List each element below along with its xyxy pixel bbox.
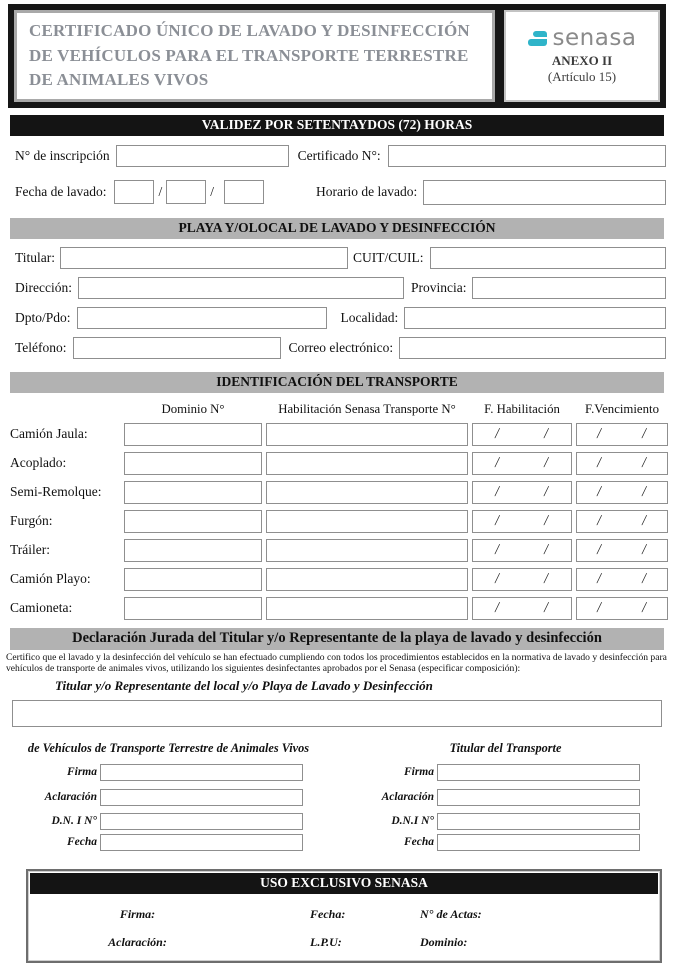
uso-actas-label: N° de Actas: <box>420 906 482 921</box>
wash-date-label: Fecha de lavado: <box>15 184 107 200</box>
vehicle-label: Tráiler: <box>10 542 50 558</box>
firma-input[interactable] <box>437 764 640 781</box>
validity-bar: VALIDEZ POR SETENTAYDOS (72) HORAS <box>10 115 664 136</box>
right-signature-column <box>337 756 674 851</box>
firma-input[interactable] <box>100 764 303 781</box>
dominio-input[interactable] <box>124 539 262 562</box>
habilitacion-input[interactable] <box>266 481 468 504</box>
wash-day-input[interactable] <box>114 180 154 204</box>
senasa-use-row-1 <box>30 907 658 922</box>
vehicle-label: Camión Playo: <box>10 571 91 587</box>
inscription-label: N° de inscripción <box>15 147 110 163</box>
vehicle-row-camioneta <box>10 597 668 620</box>
wash-date-row <box>15 180 666 205</box>
date-separator: / <box>158 184 163 200</box>
fecha-input[interactable] <box>100 834 303 851</box>
cuit-label: CUIT/CUIL: <box>353 249 424 265</box>
annex-label: ANEXO II <box>551 52 613 68</box>
correo-label: Correo electrónico: <box>288 339 394 355</box>
aclaracion-label: Aclaración <box>44 791 97 804</box>
aclaracion-input[interactable] <box>437 789 640 806</box>
wash-time-label: Horario de lavado: <box>316 184 418 200</box>
disinfectants-input[interactable] <box>12 700 662 727</box>
dni-input[interactable] <box>100 813 303 830</box>
titular-input[interactable] <box>60 247 348 269</box>
signature-columns <box>0 756 674 851</box>
dni-row <box>0 813 337 830</box>
fecha-label: Fecha <box>403 836 434 849</box>
f-habilitacion-input[interactable]: / / <box>472 539 572 562</box>
direccion-input[interactable] <box>78 277 404 299</box>
vehicle-row-trailer <box>10 539 668 562</box>
facility-row-dpto <box>15 307 666 329</box>
vehicle-label: Furgón: <box>10 513 53 529</box>
senasa-logo <box>528 24 637 51</box>
provincia-label: Provincia: <box>410 279 467 295</box>
registration-row <box>15 145 666 167</box>
certificate-form <box>0 4 674 949</box>
dominio-input[interactable] <box>124 568 262 591</box>
fecha-label: Fecha <box>66 836 97 849</box>
senasa-wordmark: senasa <box>552 24 637 51</box>
firma-label: Firma <box>403 766 434 779</box>
provincia-input[interactable] <box>472 277 666 299</box>
dpto-label: Dpto/Pdo: <box>15 309 71 325</box>
facility-row-direccion <box>15 277 666 299</box>
habilitacion-input[interactable] <box>266 510 468 533</box>
firma-row <box>0 764 337 781</box>
uso-lpu-label: L.P.U: <box>310 934 342 949</box>
habilitacion-input[interactable] <box>266 597 468 620</box>
f-vencimiento-input[interactable]: / / <box>576 539 668 562</box>
declaration-body: Certifico que el lavado y la desinfección del vehículo se han efectuado cumpliendo con todos los procedimientos establecidos en la normativa de lavado y desinfección para vehículos de transporte de animales vivos, utilizando los siguientes desinfectantes aprobados por el Senasa (especificar composición): <box>6 651 667 675</box>
vehicle-row-semi-remolque <box>10 481 668 504</box>
uso-aclaracion-label: Aclaración: <box>108 934 167 949</box>
fecha-input[interactable] <box>437 834 640 851</box>
correo-input[interactable] <box>399 337 666 359</box>
f-habilitacion-input[interactable]: / / <box>472 568 572 591</box>
localidad-label: Localidad: <box>340 309 399 325</box>
dominio-input[interactable] <box>124 452 262 475</box>
logo-box <box>504 10 660 102</box>
facility-row-telefono <box>15 337 666 359</box>
telefono-label: Teléfono: <box>15 339 67 355</box>
aclaracion-label: Aclaración <box>381 791 434 804</box>
f-vencimiento-input[interactable]: / / <box>576 481 668 504</box>
left-signature-heading: de Vehículos de Transporte Terrestre de Animales Vivos <box>27 740 310 755</box>
f-habilitacion-input[interactable]: / / <box>472 481 572 504</box>
senasa-use-box <box>26 869 662 963</box>
dni-label: D.N. I N° <box>51 815 97 828</box>
f-habilitacion-input[interactable]: / / <box>472 510 572 533</box>
wash-time-input[interactable] <box>423 180 666 205</box>
fecha-row <box>0 834 337 851</box>
signature-headings <box>0 741 674 756</box>
f-vencimiento-input[interactable]: / / <box>576 510 668 533</box>
facility-row-titular <box>15 247 666 269</box>
form-title: CERTIFICADO ÚNICO DE LAVADO Y DESINFECCIÓN DE VEHÍCULOS PARA EL TRANSPORTE TERRESTRE DE ANIMALES VIVOS <box>29 21 470 90</box>
col-dominio: Dominio N° <box>161 401 225 416</box>
dominio-input[interactable] <box>124 481 262 504</box>
f-vencimiento-input[interactable]: / / <box>576 568 668 591</box>
aclaracion-input[interactable] <box>100 789 303 806</box>
transport-table <box>10 402 668 620</box>
habilitacion-input[interactable] <box>266 452 468 475</box>
aclaracion-row <box>0 789 337 806</box>
dni-row <box>337 813 674 830</box>
senasa-use-bar: USO EXCLUSIVO SENASA <box>30 873 658 894</box>
date-separator: / <box>210 184 214 200</box>
transport-section-bar: IDENTIFICACIÓN DEL TRANSPORTE <box>10 372 664 393</box>
aclaracion-row <box>337 789 674 806</box>
wash-year-input[interactable] <box>224 180 264 204</box>
certificate-label: Certificado N°: <box>297 147 381 163</box>
habilitacion-input[interactable] <box>266 423 468 446</box>
f-habilitacion-input[interactable]: / / <box>472 597 572 620</box>
f-habilitacion-input[interactable]: / / <box>472 452 572 475</box>
vehicle-row-camion-playo <box>10 568 668 591</box>
f-vencimiento-input[interactable]: / / <box>576 452 668 475</box>
senasa-logo-icon <box>528 31 548 46</box>
localidad-input[interactable] <box>404 307 666 329</box>
title-box <box>14 10 495 102</box>
titular-label: Titular: <box>15 249 56 265</box>
declaration-subtitle: Titular y/o Representante del local y/o Playa de Lavado y Desinfección <box>55 677 433 693</box>
facility-section-bar: PLAYA Y/OLOCAL DE LAVADO Y DESINFECCIÓN <box>10 218 664 239</box>
vehicle-label: Acoplado: <box>10 455 67 471</box>
col-f-habilitacion: F. Habilitación <box>484 401 560 416</box>
uso-firma-label: Firma: <box>119 906 156 921</box>
vehicle-label: Camioneta: <box>10 600 73 616</box>
vehicle-label: Semi-Remolque: <box>10 484 102 500</box>
header <box>8 4 666 108</box>
f-vencimiento-input[interactable]: / / <box>576 597 668 620</box>
article-label: (Artículo 15) <box>547 68 617 84</box>
f-vencimiento-input[interactable]: / / <box>576 423 668 446</box>
dominio-input[interactable] <box>124 597 262 620</box>
uso-dominio-label: Dominio: <box>420 934 468 949</box>
right-signature-heading: Titular del Transporte <box>449 740 562 755</box>
dominio-input[interactable] <box>124 423 262 446</box>
f-habilitacion-input[interactable]: / / <box>472 423 572 446</box>
vehicle-row-acoplado <box>10 452 668 475</box>
wash-month-input[interactable] <box>166 180 206 204</box>
dominio-input[interactable] <box>124 510 262 533</box>
inscription-input[interactable] <box>116 145 289 167</box>
telefono-input[interactable] <box>73 337 281 359</box>
dpto-input[interactable] <box>77 307 327 329</box>
habilitacion-input[interactable] <box>266 539 468 562</box>
vehicle-label: Camión Jaula: <box>10 426 88 442</box>
firma-label: Firma <box>66 766 97 779</box>
firma-row <box>337 764 674 781</box>
direccion-label: Dirección: <box>15 279 72 295</box>
left-signature-column <box>0 756 337 851</box>
dni-label: D.N.I N° <box>391 815 434 828</box>
cuit-input[interactable] <box>430 247 666 269</box>
uso-fecha-label: Fecha: <box>310 906 346 921</box>
certificate-input[interactable] <box>388 145 666 167</box>
col-f-vencimiento: F.Vencimiento <box>585 401 659 416</box>
senasa-use-row-2 <box>30 935 658 950</box>
vehicle-row-camion-jaula <box>10 423 668 446</box>
vehicle-row-furgon <box>10 510 668 533</box>
col-habilitacion: Habilitación Senasa Transporte N° <box>278 401 456 416</box>
transport-table-header <box>10 402 668 417</box>
declaration-section-bar: Declaración Jurada del Titular y/o Representante de la playa de lavado y desinfección <box>10 628 664 650</box>
dni-input[interactable] <box>437 813 640 830</box>
fecha-row <box>337 834 674 851</box>
habilitacion-input[interactable] <box>266 568 468 591</box>
